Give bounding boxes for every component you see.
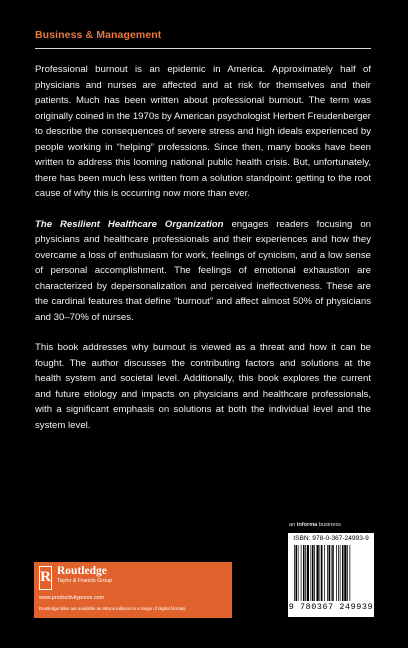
category-label: Business & Management <box>35 29 162 41</box>
informa-tagline <box>289 522 341 528</box>
blurb-paragraph-3: This book addresses why burnout is viewed as a threat and how it can be fought. The author discusses the contributing factors and solutions at the health system and societal level. Additionally, this book explores the current and future etiology and impacts on physicians and healthcare professionals, with a significant emphasis on solutions at both the individual level and the system level. <box>35 342 371 431</box>
back-cover-blurb <box>35 62 371 448</box>
isbn-label: ISBN: 978-0-367-24993-9 <box>293 535 369 542</box>
publisher-note: Routledge titles are available as eBook editions in a range of digital formats <box>39 606 186 611</box>
publisher-group: Taylor & Francis Group <box>57 578 113 584</box>
informa-brand: informa <box>296 522 318 528</box>
barcode-icon <box>294 545 368 601</box>
publisher-name: Routledge <box>57 565 107 577</box>
blurb-paragraph-2-text: engages readers focusing on physicians and healthcare professionals and their experiences and how they overcame a loss of enthusiasm for work, feelings of cynicism, and a low sense of personal accomplishment. The feelings of emotional exhaustion are characterized by depersonalization and perceived ineffectiveness. These are the cardinal features that define “burnout” and affect almost 50% of physicians and 30–70% of nurses. <box>35 218 371 323</box>
publisher-url: www.productivitypress.com <box>39 595 105 601</box>
blurb-paragraph-1: Professional burnout is an epidemic in America. Approximately half of physicians and nurses are affected and at risk for themselves and their patients. Much has been written about professional burnout. The term was originally coined in the 1970s by American psychologist Herbert Freudenberger to describe the consequences of severe stress and high ideals experienced by people working in “helping” professions. Since then, many books have been written to address this looming national public health crisis. But, unfortunately, there has been much less written from a solution standpoint: getting to the root cause of why this is occurring now more than ever. <box>35 64 371 199</box>
informa-prefix: an <box>289 522 297 528</box>
barcode-box <box>288 533 374 617</box>
routledge-logo-icon: R <box>39 566 52 590</box>
blurb-paragraph-2 <box>35 217 371 326</box>
publisher-block <box>34 562 232 618</box>
book-title: The Resilient Healthcare Organization <box>35 218 224 230</box>
informa-suffix: business <box>317 522 341 528</box>
header-divider <box>35 48 371 49</box>
barcode-number: 9 780367 249939 <box>288 602 374 612</box>
